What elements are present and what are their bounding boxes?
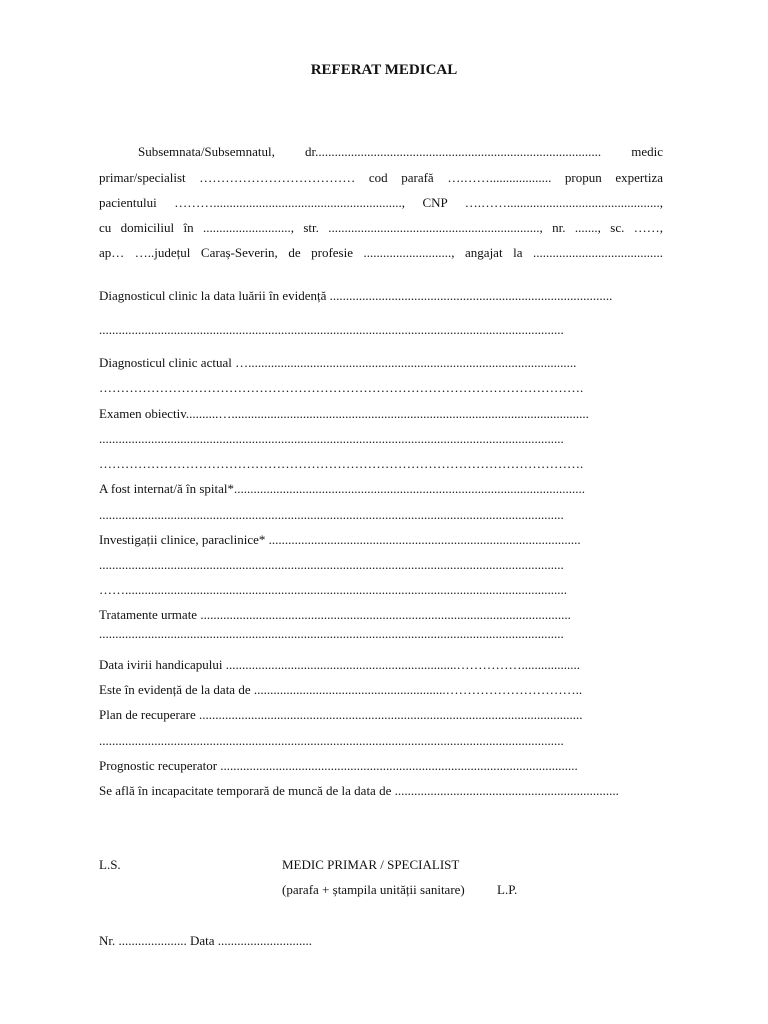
field-temporary-incapacity: Se află în incapacitate temporară de muncă de la data de .....................................................................	[99, 783, 619, 798]
field-hospitalized-continued: ...............................................................................................................................................	[99, 507, 564, 522]
intro-line-patient-cnp: pacientului ……….........................................................., CNP ….……...............................................,	[99, 195, 663, 210]
ls-mark: L.S.	[99, 857, 121, 872]
lp-mark: L.P.	[497, 882, 518, 897]
number-date-line: Nr. ..................... Data .............................	[99, 933, 313, 948]
field-current-diagnosis-continued: ………………………………………………………………………………………………….	[99, 380, 584, 395]
field-handicap-onset-date: Data ivirii handicapului .......................................................................……………..................	[99, 657, 580, 672]
field-recovery-plan: Plan de recuperare ......................................................................................................................	[99, 707, 583, 722]
field-objective-exam: Examen obiectiv..........…..............................................................................................................	[99, 406, 589, 421]
intro-line-specialist: primar/specialist ……………………………… cod parafă ….……................... propun expertiza	[99, 170, 663, 185]
field-investigations: Investigații clinice, paraclinice* ................................................................................................	[99, 532, 581, 547]
doctor-signature-label: MEDIC PRIMAR / SPECIALIST	[282, 857, 460, 872]
field-hospitalized: A fost internat/ă în spital*............................................................................................................	[99, 481, 586, 496]
intro-line-address: cu domiciliul în ..........................., str. ................................................................., nr. ......., sc. ……,	[99, 220, 663, 235]
field-treatments-continued: ...............................................................................................................................................	[99, 626, 564, 641]
field-recovery-prognosis: Prognostic recuperator ..............................................................................................................	[99, 758, 578, 773]
field-current-diagnosis: Diagnosticul clinic actual ….....................................................................................................	[99, 355, 577, 370]
field-recovery-plan-continued: ...............................................................................................................................................	[99, 733, 564, 748]
field-diagnosis-at-registration-continued: ...............................................................................................................................................	[99, 322, 564, 337]
field-objective-exam-continued-1: ...............................................................................................................................................	[99, 431, 564, 446]
intro-line-doctor: Subsemnata/Subsemnatul, dr........................................................................................ medic	[138, 144, 663, 159]
document-title: REFERAT MEDICAL	[310, 62, 458, 78]
field-objective-exam-continued-2: ………………………………………………………………………………………………….	[99, 456, 584, 471]
intro-line-county-profession: ap… …..județul Caraș-Severin, de profesie ..........................., angajat la ........................................	[99, 245, 663, 260]
field-investigations-continued-1: ...............................................................................................................................................	[99, 557, 564, 572]
stamp-note: (parafa + ștampila unității sanitare)	[282, 882, 465, 897]
field-diagnosis-at-registration: Diagnosticul clinic la data luării în evidență .......................................................................................	[99, 288, 613, 303]
field-investigations-continued-2: ……........................................................................................................................................	[99, 582, 567, 597]
field-registration-date: Este în evidență de la data de ...........................................................…………………………..	[99, 682, 583, 697]
field-treatments: Tratamente urmate ..................................................................................................................	[99, 607, 571, 622]
